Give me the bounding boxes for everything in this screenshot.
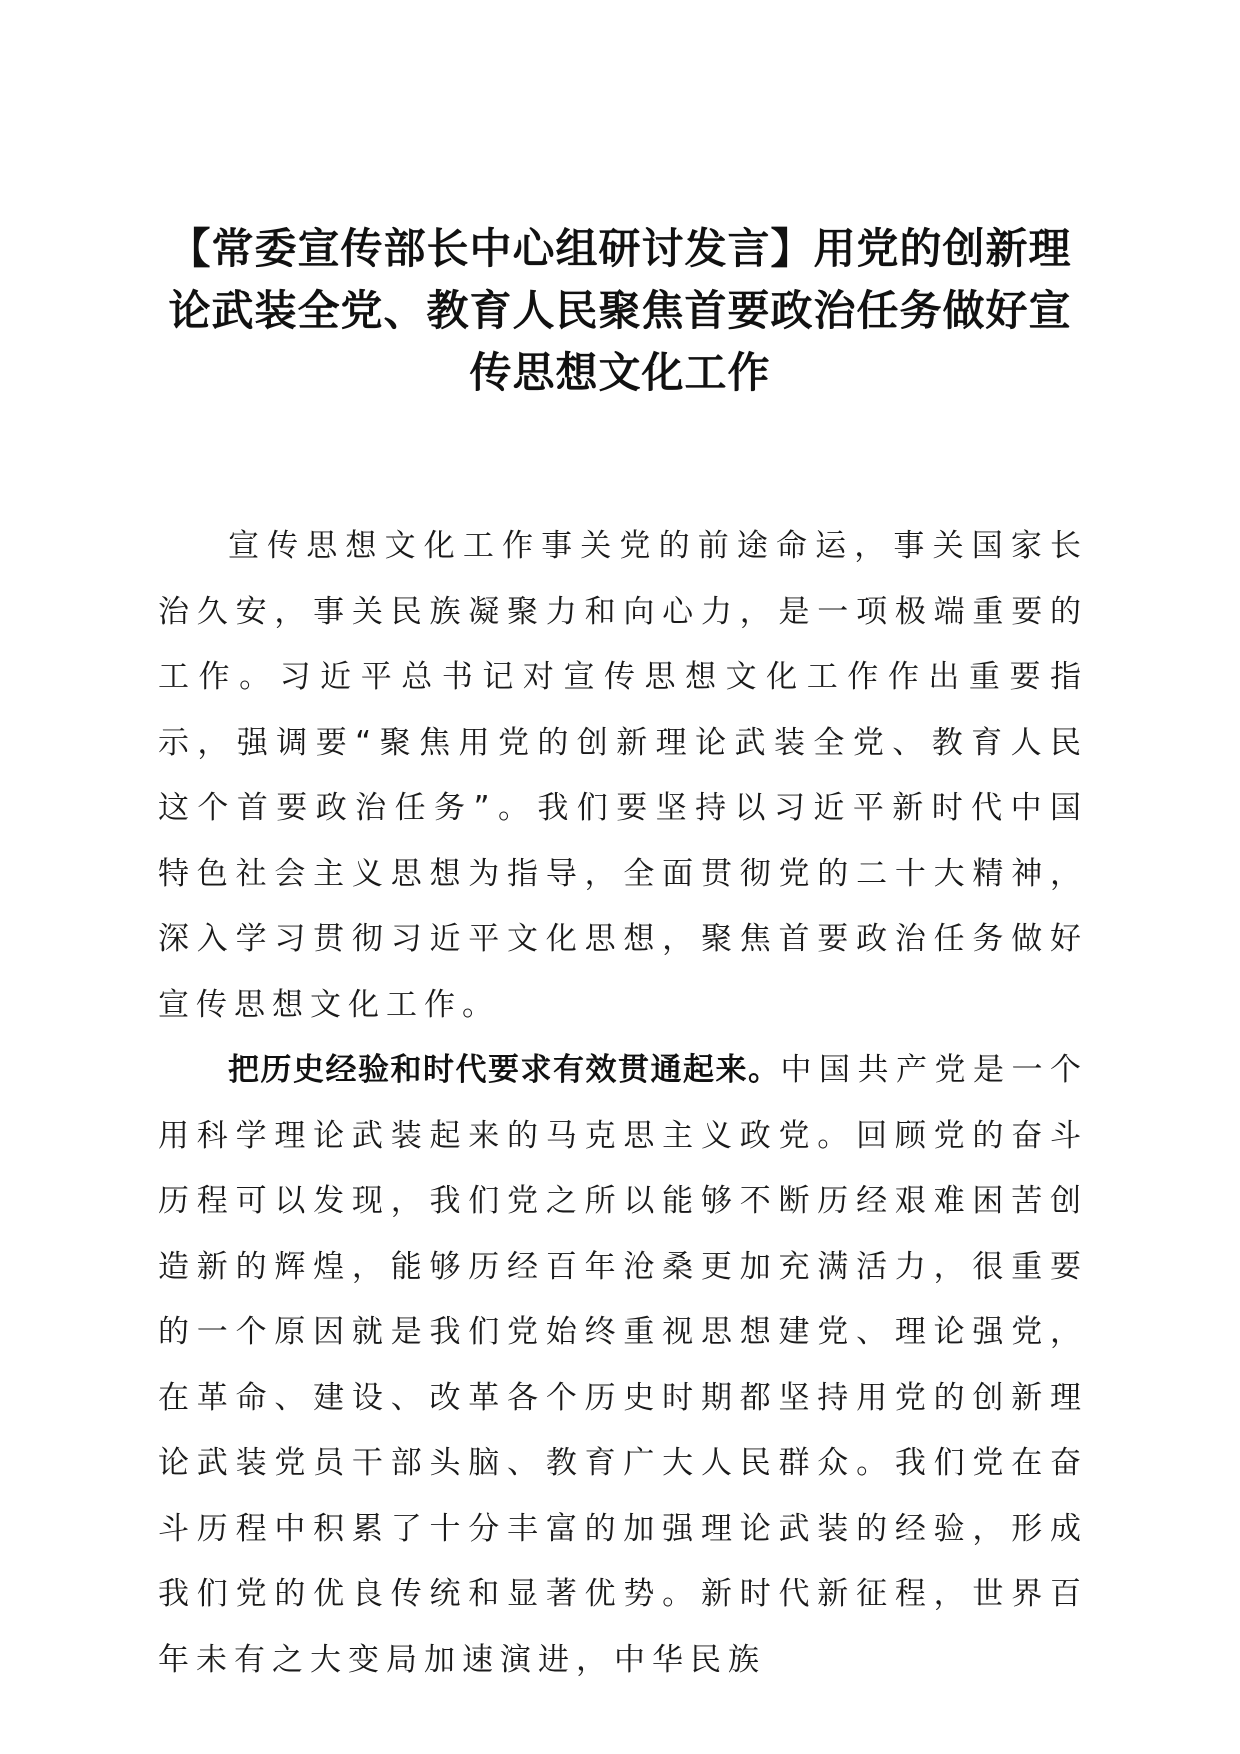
paragraph-intro — [158, 514, 1088, 1038]
paragraph-intro-text: 宣传思想文化工作事关党的前途命运，事关国家长治久安，事关民族凝聚力和向心力，是一项极端重要的工作。习近平总书记对宣传思想文化工作作出重要指示，强调要“聚焦用党的创新理论武装全党、教育人民这个首要政治任务”。我们要坚持以习近平新时代中国特色社会主义思想为指导，全面贯彻党的二十大精神，深入学习贯彻习近平文化思想，聚焦首要政治任务做好宣传思想文化工作。 — [158, 528, 1088, 1023]
document-title: 【常委宣传部长中心组研讨发言】用党的创新理论武装全党、教育人民聚焦首要政治任务做好宣传思想文化工作 — [168, 224, 1072, 397]
paragraph-history-experience — [158, 1038, 1088, 1693]
paragraph-lead-heading: 把历史经验和时代要求有效贯通起来。 — [228, 1052, 781, 1088]
paragraph-history-text: 中国共产党是一个用科学理论武装起来的马克思主义政党。回顾党的奋斗历程可以发现，我们党之所以能够不断历经艰难困苦创造新的辉煌，能够历经百年沧桑更加充满活力，很重要的一个原因就是我们党始终重视思想建党、理论强党，在革命、建设、改革各个历史时期都坚持用党的创新理论武装党员干部头脑、教育广大人民群众。我们党在奋斗历程中积累了十分丰富的加强理论武装的经验，形成我们党的优良传统和显著优势。新时代新征程，世界百年未有之大变局加速演进，中华民族 — [158, 1052, 1088, 1678]
document-body — [158, 514, 1088, 1693]
